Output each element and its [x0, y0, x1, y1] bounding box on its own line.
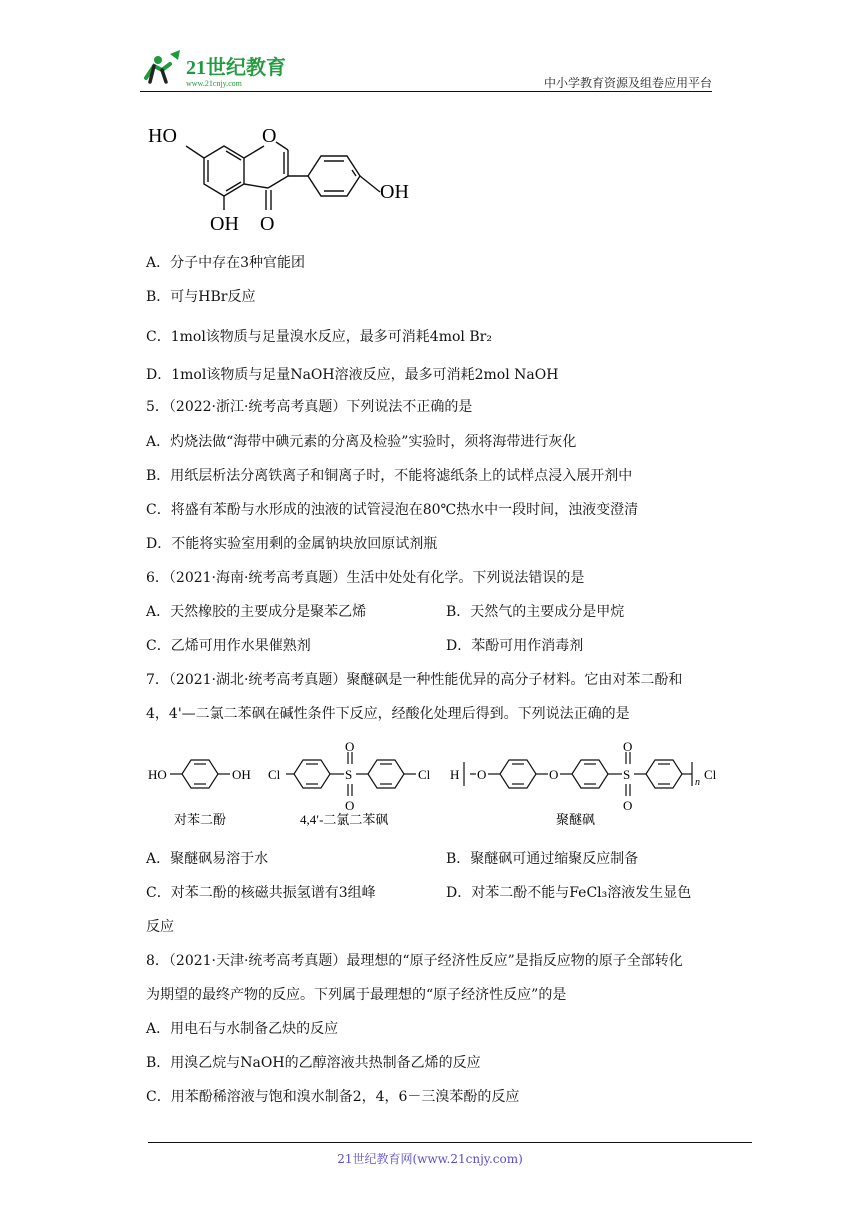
q4-option-b: B．可与HBr反应	[146, 289, 256, 305]
q8-option-a: A．用电石与水制备乙炔的反应	[146, 1021, 339, 1037]
ring-o-label: O	[262, 125, 277, 147]
q8-option-c: C．用苯酚稀溶液与饱和溴水制备2，4，6－三溴苯酚的反应	[146, 1089, 520, 1105]
pes-o-top: O	[623, 739, 633, 754]
q7-option-c: C．对苯二酚的核磁共振氢谱有3组峰	[146, 885, 376, 901]
carbonyl-o-label: O	[260, 213, 275, 235]
q4-option-c: C．1mol该物质与足量溴水反应，最多可消耗4mol Br₂	[146, 329, 492, 345]
pes-n: n	[695, 777, 700, 788]
hq-ho: HO	[148, 767, 167, 782]
q7-stem-line1: 7．（2021·湖北·统考高考真题）聚醚砜是一种性能优异的高分子材料。它由对苯二酚和	[146, 672, 683, 688]
q7-option-d-cont: 反应	[146, 919, 174, 935]
runner-logo-icon	[140, 48, 310, 90]
dcs-o-top: O	[345, 739, 355, 754]
dcs-s: S	[345, 767, 353, 782]
dcs-o-bottom: O	[345, 798, 355, 813]
q6-option-c: C．乙烯可用作水果催熟剂	[146, 638, 311, 654]
dcs-cl-left: Cl	[268, 767, 281, 782]
q7-option-b: B．聚醚砜可通过缩聚反应制备	[446, 851, 639, 867]
footer-divider	[148, 1142, 752, 1143]
isoflavone-structure	[140, 112, 440, 240]
q5-stem: 5．（2022·浙江·统考高考真题）下列说法不正确的是	[146, 399, 473, 415]
q4-option-d: D．1mol该物质与足量NaOH溶液反应，最多可消耗2mol NaOH	[146, 367, 559, 383]
pes-o1: O	[477, 767, 487, 782]
q6-option-a: A．天然橡胶的主要成分是聚苯乙烯	[146, 604, 367, 620]
ho-label: HO	[148, 125, 177, 147]
footer-link[interactable]: 21世纪教育网(www.21cnjy.com)	[337, 1152, 523, 1166]
q8-option-b: B．用溴乙烷与NaOH的乙醇溶液共热制备乙烯的反应	[146, 1055, 481, 1071]
q5-option-c: C．将盛有苯酚与水形成的浊液的试管浸泡在80℃热水中一段时间，浊液变澄清	[146, 502, 639, 518]
logo-text: 21世纪教育	[186, 57, 286, 79]
logo-url: www.21cnjy.com	[186, 79, 242, 88]
oh-right-label: OH	[380, 181, 409, 203]
platform-name: 中小学教育资源及组卷应用平台	[543, 76, 712, 90]
q7-option-a: A．聚醚砜易溶于水	[146, 851, 269, 867]
q7-option-d: D．对苯二酚不能与FeCl₃溶液发生显色	[446, 885, 692, 901]
q8-stem-line1: 8．（2021·天津·统考高考真题）最理想的“原子经济性反应”是指反应物的原子全部转化	[146, 953, 683, 969]
q6-stem: 6．（2021·海南·统考高考真题）生活中处处有化学。下列说法错误的是	[146, 570, 585, 586]
header-divider	[140, 91, 712, 92]
q4-option-a: A．分子中存在3种官能团	[146, 255, 306, 271]
pes-s: S	[623, 767, 631, 782]
label-polyethersulfone: 聚醚砜	[556, 812, 596, 827]
q7-structures	[140, 738, 730, 834]
oh-bottom-label: OH	[210, 213, 239, 235]
q5-option-d: D．不能将实验室用剩的金属钠块放回原试剂瓶	[146, 536, 438, 552]
q5-option-a: A．灼烧法做“海带中碘元素的分离及检验”实验时，须将海带进行灰化	[146, 434, 577, 450]
q8-stem-line2: 为期望的最终产物的反应。下列属于最理想的“原子经济性反应”的是	[146, 987, 567, 1003]
label-hydroquinone: 对苯二酚	[174, 812, 227, 827]
q5-option-b: B．用纸层析法分离铁离子和铜离子时，不能将滤纸条上的试样点浸入展开剂中	[146, 468, 633, 484]
pes-h: H	[450, 767, 460, 782]
pes-o-bottom: O	[623, 798, 633, 813]
pes-o2: O	[549, 767, 559, 782]
q7-stem-line2: 4，4'—二氯二苯砜在碱性条件下反应，经酸化处理后得到。下列说法正确的是	[146, 706, 630, 722]
hq-oh: OH	[232, 767, 251, 782]
q6-option-d: D．苯酚可用作消毒剂	[446, 638, 584, 654]
label-dichlorosulfone: 4,4′-二氯二苯砜	[300, 812, 389, 827]
dcs-cl-right: Cl	[418, 767, 431, 782]
pes-cl: Cl	[704, 767, 717, 782]
q6-option-b: B．天然气的主要成分是甲烷	[446, 604, 625, 620]
site-logo	[140, 48, 310, 90]
